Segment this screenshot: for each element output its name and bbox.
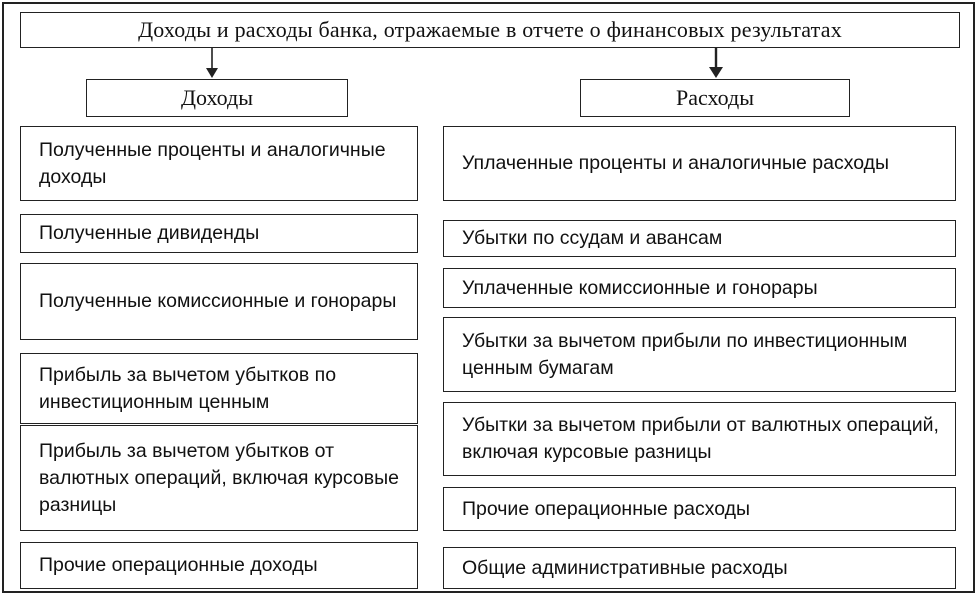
- income-item-text: Полученные дивиденды: [39, 222, 260, 244]
- expense-item-text: Прочие операционные расходы: [462, 497, 751, 520]
- expense-item-text: Уплаченные комиссионные и гонорары: [462, 276, 818, 299]
- expense-item: [443, 547, 956, 589]
- expense-item: [443, 126, 956, 201]
- income-item-text: Прибыль за вычетом убытков по инвестиционным ценным: [39, 363, 337, 413]
- income-item: [20, 353, 418, 424]
- expense-item: [443, 220, 956, 257]
- income-header: [86, 79, 348, 117]
- arrowhead-income: [206, 68, 218, 78]
- income-item-text: Прибыль за вычетом убытков от валютных операций, включая курсовые разницы: [39, 439, 399, 516]
- diagram-title: [20, 12, 960, 48]
- expense-item: [443, 317, 956, 392]
- expense-item: [443, 268, 956, 308]
- expense-item-text: Убытки за вычетом прибыли от валютных операций, включая курсовые разницы: [462, 414, 939, 463]
- income-item: [20, 425, 418, 531]
- expense-item-text: Убытки за вычетом прибыли по инвестиционным ценным бумагам: [462, 329, 908, 379]
- expenses-header: [580, 79, 850, 117]
- arrowhead-expenses: [709, 67, 723, 78]
- income-header-text: Доходы: [181, 85, 253, 110]
- expense-item-text: Общие административные расходы: [462, 556, 788, 579]
- expense-item-text: Убытки по ссудам и авансам: [462, 227, 723, 249]
- expense-item-text: Уплаченные проценты и аналогичные расходы: [462, 152, 890, 174]
- expense-item: [443, 402, 956, 476]
- diagram-title-text: Доходы и расходы банка, отражаемые в отчете о финансовых результатах: [138, 17, 842, 42]
- expense-item: [443, 487, 956, 531]
- expenses-header-text: Расходы: [676, 85, 754, 110]
- income-item-text: Полученные комиссионные и гонорары: [39, 290, 397, 312]
- income-item-text: Прочие операционные доходы: [39, 554, 318, 576]
- income-item: [20, 126, 418, 201]
- income-item: [20, 263, 418, 340]
- income-item-text: Полученные проценты и аналогичные доходы: [39, 138, 386, 188]
- income-item: [20, 542, 418, 589]
- income-item: [20, 214, 418, 253]
